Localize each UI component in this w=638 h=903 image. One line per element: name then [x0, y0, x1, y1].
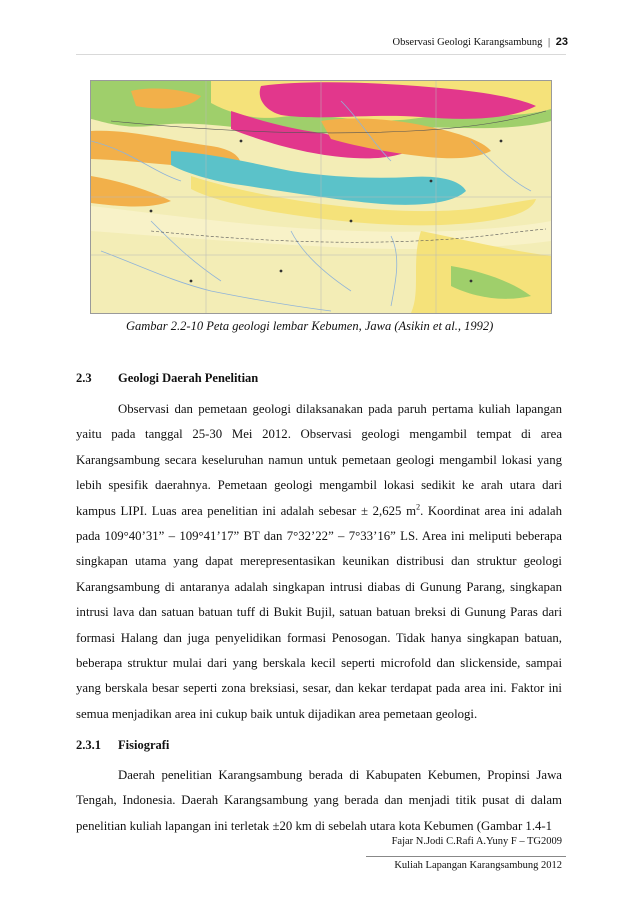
- section-heading-2-3: [76, 371, 258, 386]
- header-separator: |: [548, 37, 551, 48]
- footer-authors: Fajar N.Jodi C.Rafi A.Yuny F – TG2009: [391, 836, 562, 847]
- header-title: Observasi Geologi Karangsambung: [392, 37, 543, 48]
- geologic-map-figure: [90, 80, 552, 314]
- footer-rule: [366, 856, 566, 857]
- section-title: Geologi Daerah Penelitian: [118, 371, 259, 385]
- section-title: Fisiografi: [118, 738, 170, 752]
- section-number: 2.3.1: [76, 738, 101, 752]
- section-2-3-1-paragraph: Daerah penelitian Karangsambung berada di Kabupaten Kebumen, Propinsi Jawa Tengah, Indonesia. Daerah Karangsambung yang berada dan menjadi titik pusat di dalam penelitian kuliah lapangan ini terletak ±20 km di sebelah utara kota Kebumen (Gambar 1.4-1: [76, 768, 562, 833]
- figure-caption: Gambar 2.2-10 Peta geologi lembar Kebumen, Jawa (Asikin et al., 1992): [126, 319, 494, 333]
- footer-course: Kuliah Lapangan Karangsambung 2012: [394, 860, 562, 871]
- header-rule: [76, 54, 566, 55]
- paragraph-text: . Koordinat area ini adalah pada 109°40’31” – 109°41’17” BT dan 7°32’22” – 7°33’16” LS. Area ini meliputi beberapa singkapan utama yang dapat merepresentasikan keunikan distribusi dan struktur geologi Karangsambung di antaranya adalah singkapan intrusi diabas di Gunung Parang, singkapan intrusi lava dan satuan batuan tuff di Bukit Bujil, satuan batuan breksi di Gunung Paras dari formasi Halang dan juga penyelidikan formasi Penosogan. Tidak hanya singkapan batuan, beberapa struktur mulai dari yang berskala kecil seperti microfold dan slickenside, sampai yang berskala besar seperti zona breksiasi, sesar, dan kekar terdapat pada area ini. Faktor ini semua menjadikan area ini cukup baik untuk dijadikan area pemetaan geologi.: [76, 503, 563, 721]
- section-heading-2-3-1: [76, 738, 169, 753]
- section-number: 2.3: [76, 371, 92, 385]
- paragraph-text: Observasi dan pemetaan geologi dilaksanakan pada paruh pertama kuliah lapangan yaitu pada tanggal 25-30 Mei 2012. Observasi geologi mengambil tempat di area Karangsambung secara keseluruhan namun untuk pemetaan geologi mengambil lokasi yang lebih spesifik daerahnya. Pemetaan geologi mengambil lokasi sedikit ke arah utara dari kampus LIPI. Luas area penelitian ini adalah sebesar ± 2,625 m: [76, 402, 562, 518]
- geologic-map-image: [91, 81, 551, 313]
- superscript: 2: [416, 502, 421, 512]
- page-header: [378, 36, 568, 56]
- section-2-3-paragraph: [76, 397, 562, 727]
- page-number: 23: [555, 36, 568, 48]
